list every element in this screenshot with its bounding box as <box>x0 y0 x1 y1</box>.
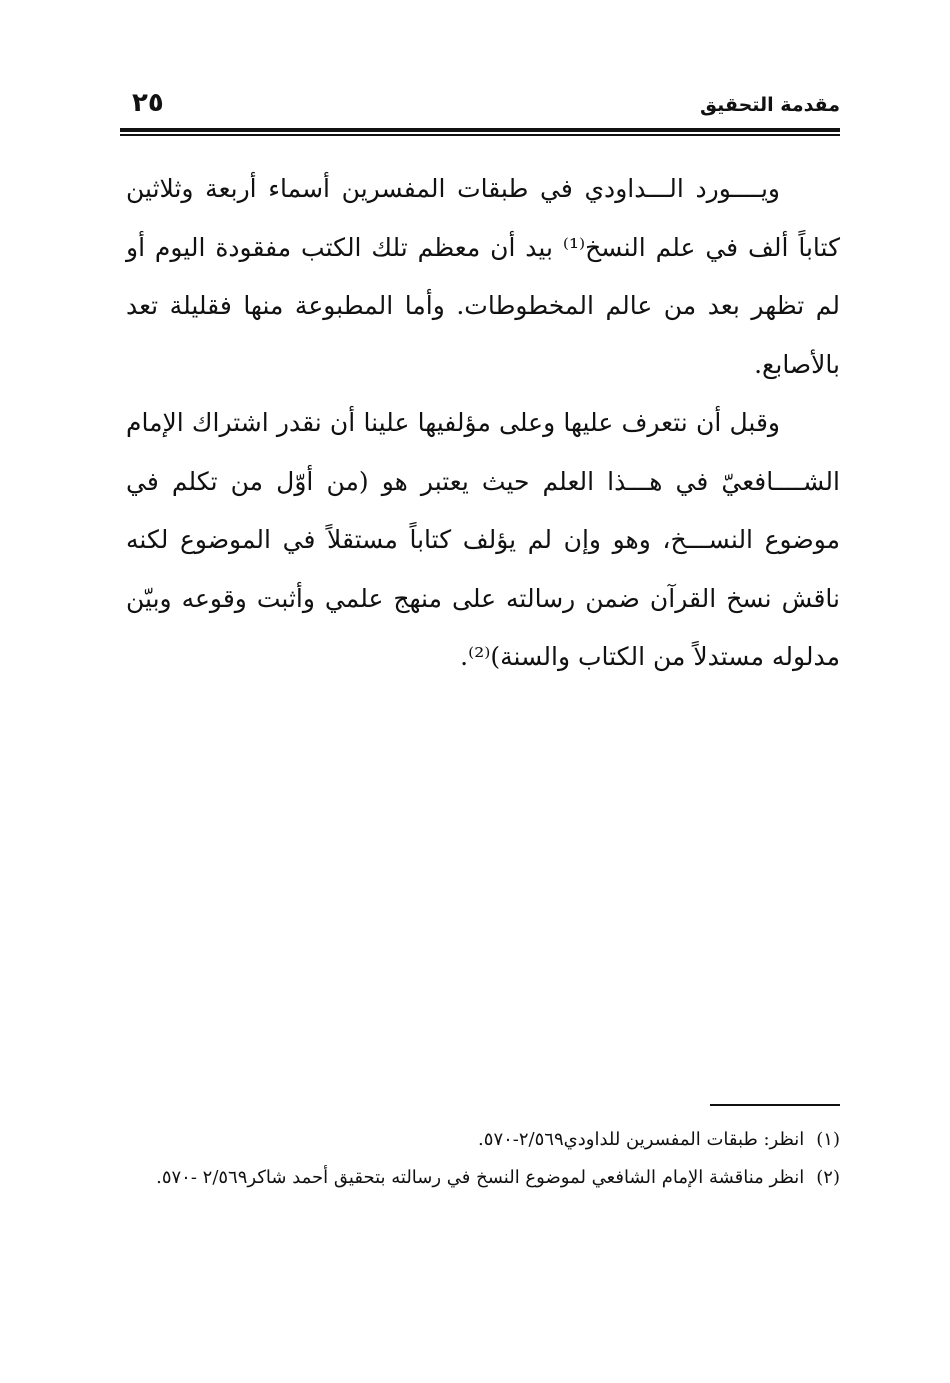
paragraph-1: ويــــورد الـــداودي في طبقات المفسرين أسماء أربعة وثلاثين كتاباً ألف في علم النسخ⁽¹⁾ بيد أن معظم تلك الكتب مفقودة اليوم أو لم تظهر بعد من عالم المخطوطات. وأما المطبوعة منها فقليلة تعد بالأصابع. <box>126 174 840 379</box>
running-title: مقدمة التحقيق <box>700 94 840 116</box>
footnote-text: انظر مناقشة الإمام الشافعي لموضوع النسخ في رسالته بتحقيق أحمد شاكر٢/٥٦٩ -٥٧٠. <box>156 1167 805 1188</box>
footnote-1 <box>126 1122 840 1158</box>
header-rule-thick <box>120 128 840 132</box>
paragraph-2: وقبل أن نتعرف عليها وعلى مؤلفيها علينا أن نقدر اشتراك الإمام الشــــافعيّ في هـــذا العلم حيث يعتبر هو (من أوّل من تكلم في موضوع النســـخ، وهو وإن لم يؤلف كتاباً مستقلاً في الموضوع لكنه ناقش نسخ القرآن ضمن رسالته على منهج علمي وأثبت وقوعه وبيّن مدلوله مستدلاً من الكتاب والسنة)⁽²⁾. <box>126 408 840 671</box>
footnote-number: (٢) <box>816 1167 840 1188</box>
footnotes <box>126 1122 840 1198</box>
footnote-2 <box>126 1160 840 1196</box>
page-number: ٢٥ <box>132 88 164 118</box>
footnote-text: انظر: طبقات المفسرين للداودي٢/٥٦٩-٥٧٠. <box>478 1129 805 1150</box>
body-text <box>126 160 840 687</box>
footnote-separator <box>710 1104 840 1106</box>
page-header <box>120 86 840 126</box>
footnote-number: (١) <box>816 1129 840 1150</box>
header-rule-thin <box>120 134 840 136</box>
